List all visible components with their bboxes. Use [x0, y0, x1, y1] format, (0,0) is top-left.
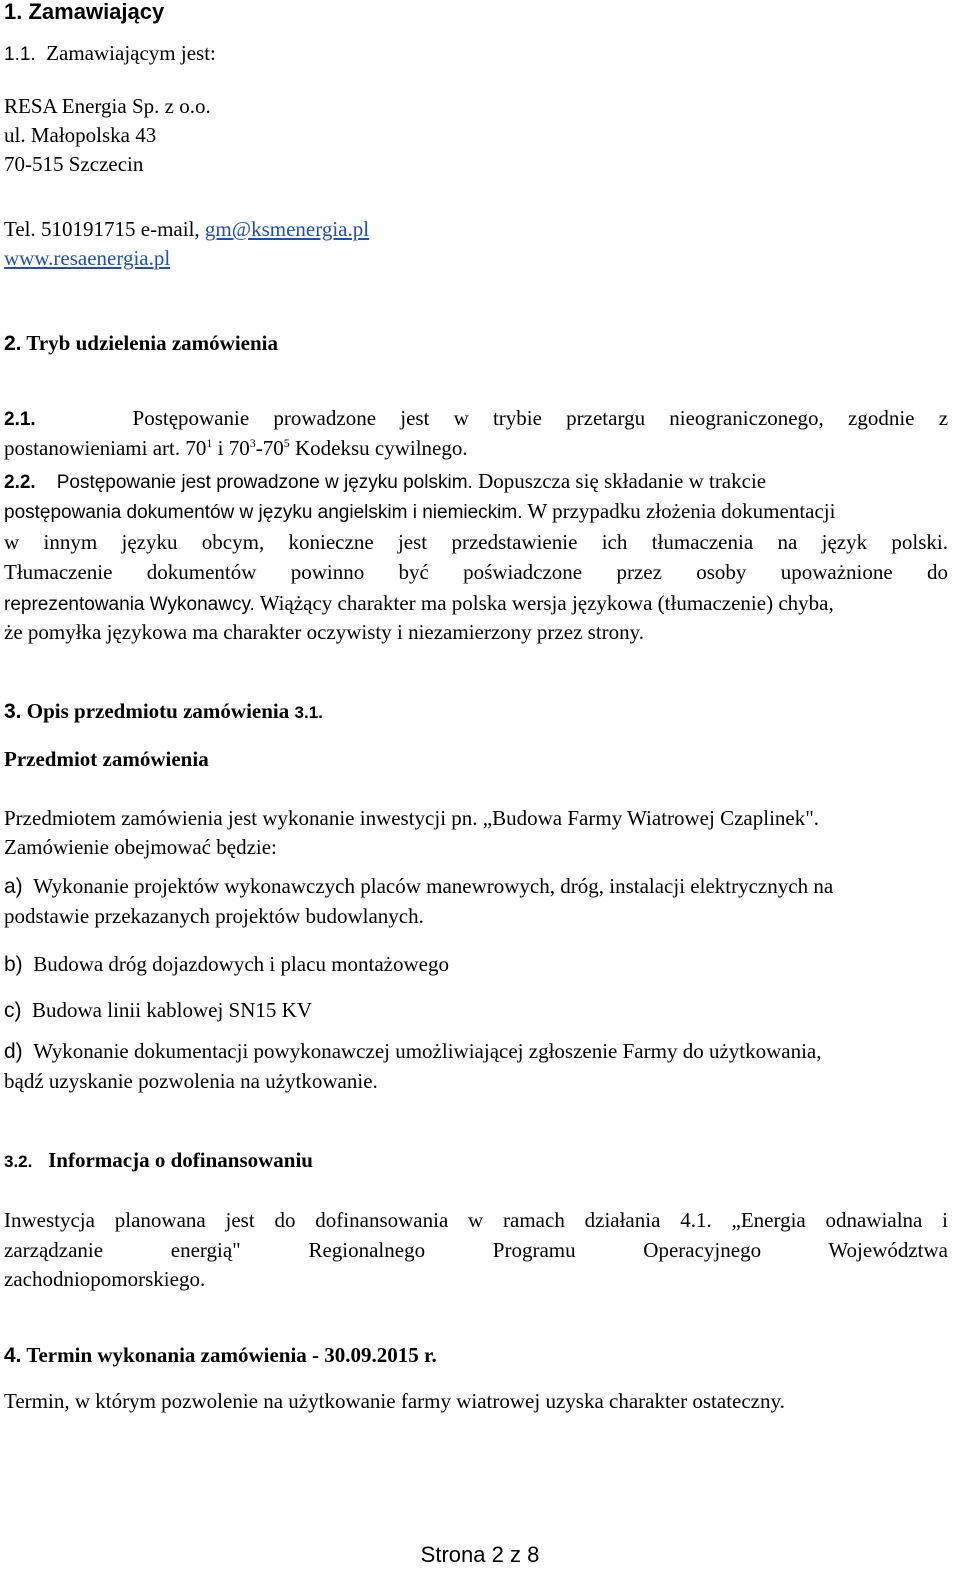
list-item-a-label: a) [4, 875, 23, 898]
intro-line-1: Przedmiotem zamówienia jest wykonanie inwestycji pn. „Budowa Farmy Wiatrowej Czaplinek". [4, 806, 820, 830]
company-name: RESA Energia Sp. z o.o. [4, 94, 211, 118]
subsection-3-1-title: Przedmiot zamówienia [4, 747, 209, 771]
p21-text-c: -70 [255, 436, 284, 460]
list-item-d-line-2: bądź uzyskanie pozwolenia na użytkowanie. [4, 1069, 378, 1093]
subsection-3-2-heading [4, 1147, 313, 1175]
p21-text-b: i 70 [212, 436, 250, 460]
email-link[interactable]: gm@ksmenergia.pl [204, 217, 370, 241]
funding-line-2: zarządzanie energią" Regionalnego Programu Operacyjnego Województwa [4, 1238, 948, 1262]
list-item-a-line-2: podstawie przekazanych projektów budowlanych. [4, 904, 424, 928]
section-3-number: 3. [4, 700, 22, 723]
p21-text-d: Kodeksu cywilnego. [289, 436, 468, 460]
subsection-1-1-number: 1.1. [4, 44, 36, 65]
section-3-title: Opis przedmiotu zamówienia [26, 699, 290, 723]
section-1-heading [4, 0, 164, 25]
list-item-a [4, 873, 833, 900]
funding-line-3: zachodniopomorskiego. [4, 1267, 206, 1291]
p21-sup-3: 5 [283, 436, 290, 450]
subsection-3-2-title: Informacja o dofinansowaniu [48, 1148, 313, 1172]
p21-text-a: postanowieniami art. 70 [4, 436, 207, 460]
section-2-number: 2. [4, 332, 22, 355]
section-4-title: Termin wykonania zamówienia - 30.09.2015 r. [26, 1343, 437, 1367]
contact-line [4, 216, 369, 242]
subsection-3-1-number: 3.1. [294, 703, 323, 722]
paragraph-2-2-number: 2.2. [4, 472, 36, 493]
paragraph-2-2-line-2 [4, 498, 835, 526]
list-item-a-text: Wykonanie projektów wykonawczych placów manewrowych, dróg, instalacji elektrycznych na [33, 874, 834, 898]
list-item-b-text: Budowa dróg dojazdowych i placu montażowego [33, 952, 449, 976]
contact-prefix: Tel. 510191715 e-mail, [4, 217, 205, 241]
list-item-b-label: b) [4, 953, 23, 976]
section-4-heading [4, 1342, 437, 1369]
p22-l5-b: Wiążący charakter ma polska wersja językowa (tłumaczenie) chyba, [254, 591, 834, 615]
paragraph-2-2-line-1 [4, 468, 766, 496]
p21-sup-1: 1 [206, 436, 213, 450]
list-item-d-label: d) [4, 1040, 23, 1063]
paragraph-2-2-line-3: w innym języku obcym, konieczne jest przedstawienie ich tłumaczenia na język polski. [4, 530, 948, 554]
list-item-c-label: c) [4, 999, 22, 1022]
paragraph-2-2-line-5 [4, 590, 834, 618]
paragraph-2-1-line-2 [4, 435, 468, 461]
list-item-d-text: Wykonanie dokumentacji powykonawczej umożliwiającej zgłoszenie Farmy do użytkowania, [33, 1039, 822, 1063]
section-2-title: Tryb udzielenia zamówienia [26, 331, 278, 355]
section-1-title: Zamawiający [28, 0, 165, 24]
paragraph-2-1-line-1 [4, 403, 948, 435]
website-line [4, 245, 170, 271]
page-number-footer: Strona 2 z 8 [420, 1542, 540, 1567]
paragraph-2-2-line-6: że pomyłka językowa ma charakter oczywisty i niezamierzony przez strony. [4, 620, 645, 644]
subsection-1-1-title: Zamawiającym jest: [46, 41, 216, 65]
paragraph-2-2-line-4: Tłumaczenie dokumentów powinno być poświadczone przez osoby upoważnione do [4, 560, 948, 584]
section-2-heading [4, 330, 278, 357]
list-item-b [4, 951, 449, 978]
section-4-text: Termin, w którym pozwolenie na użytkowanie farmy wiatrowej uzyska charakter ostateczny. [4, 1389, 785, 1413]
list-item-c [4, 997, 312, 1024]
p22-l1-b: Dopuszcza się składanie w trakcie [472, 469, 767, 493]
p22-l2-b: W przypadku złożenia dokumentacji [522, 499, 836, 523]
website-link[interactable]: www.resaenergia.pl [4, 246, 171, 270]
subsection-1-1 [4, 40, 216, 68]
company-street: ul. Małopolska 43 [4, 123, 157, 147]
p22-l1-a: Postępowanie jest prowadzone w języku polskim. [56, 472, 473, 493]
company-city: 70-515 Szczecin [4, 152, 144, 176]
section-3-heading [4, 698, 323, 726]
subsection-3-2-number: 3.2. [4, 1152, 33, 1171]
p22-l2-a: postępowania dokumentów w języku angielskim i niemieckim. [4, 502, 523, 523]
section-4-number: 4. [4, 1344, 22, 1367]
section-1-number: 1. [4, 0, 23, 24]
p22-l5-a: reprezentowania Wykonawcy. [4, 594, 255, 615]
paragraph-2-1-text-1: Postępowanie prowadzone jest w trybie przetargu nieograniczonego, zgodnie z [132, 406, 949, 430]
intro-line-2: Zamówienie obejmować będzie: [4, 835, 277, 859]
list-item-c-text: Budowa linii kablowej SN15 KV [32, 998, 312, 1022]
funding-line-1: Inwestycja planowana jest do dofinansowania w ramach działania 4.1. „Energia odnawialna i [4, 1208, 948, 1232]
p21-sup-2: 3 [249, 436, 256, 450]
paragraph-2-1-number: 2.1. [4, 409, 36, 430]
list-item-d [4, 1038, 822, 1065]
